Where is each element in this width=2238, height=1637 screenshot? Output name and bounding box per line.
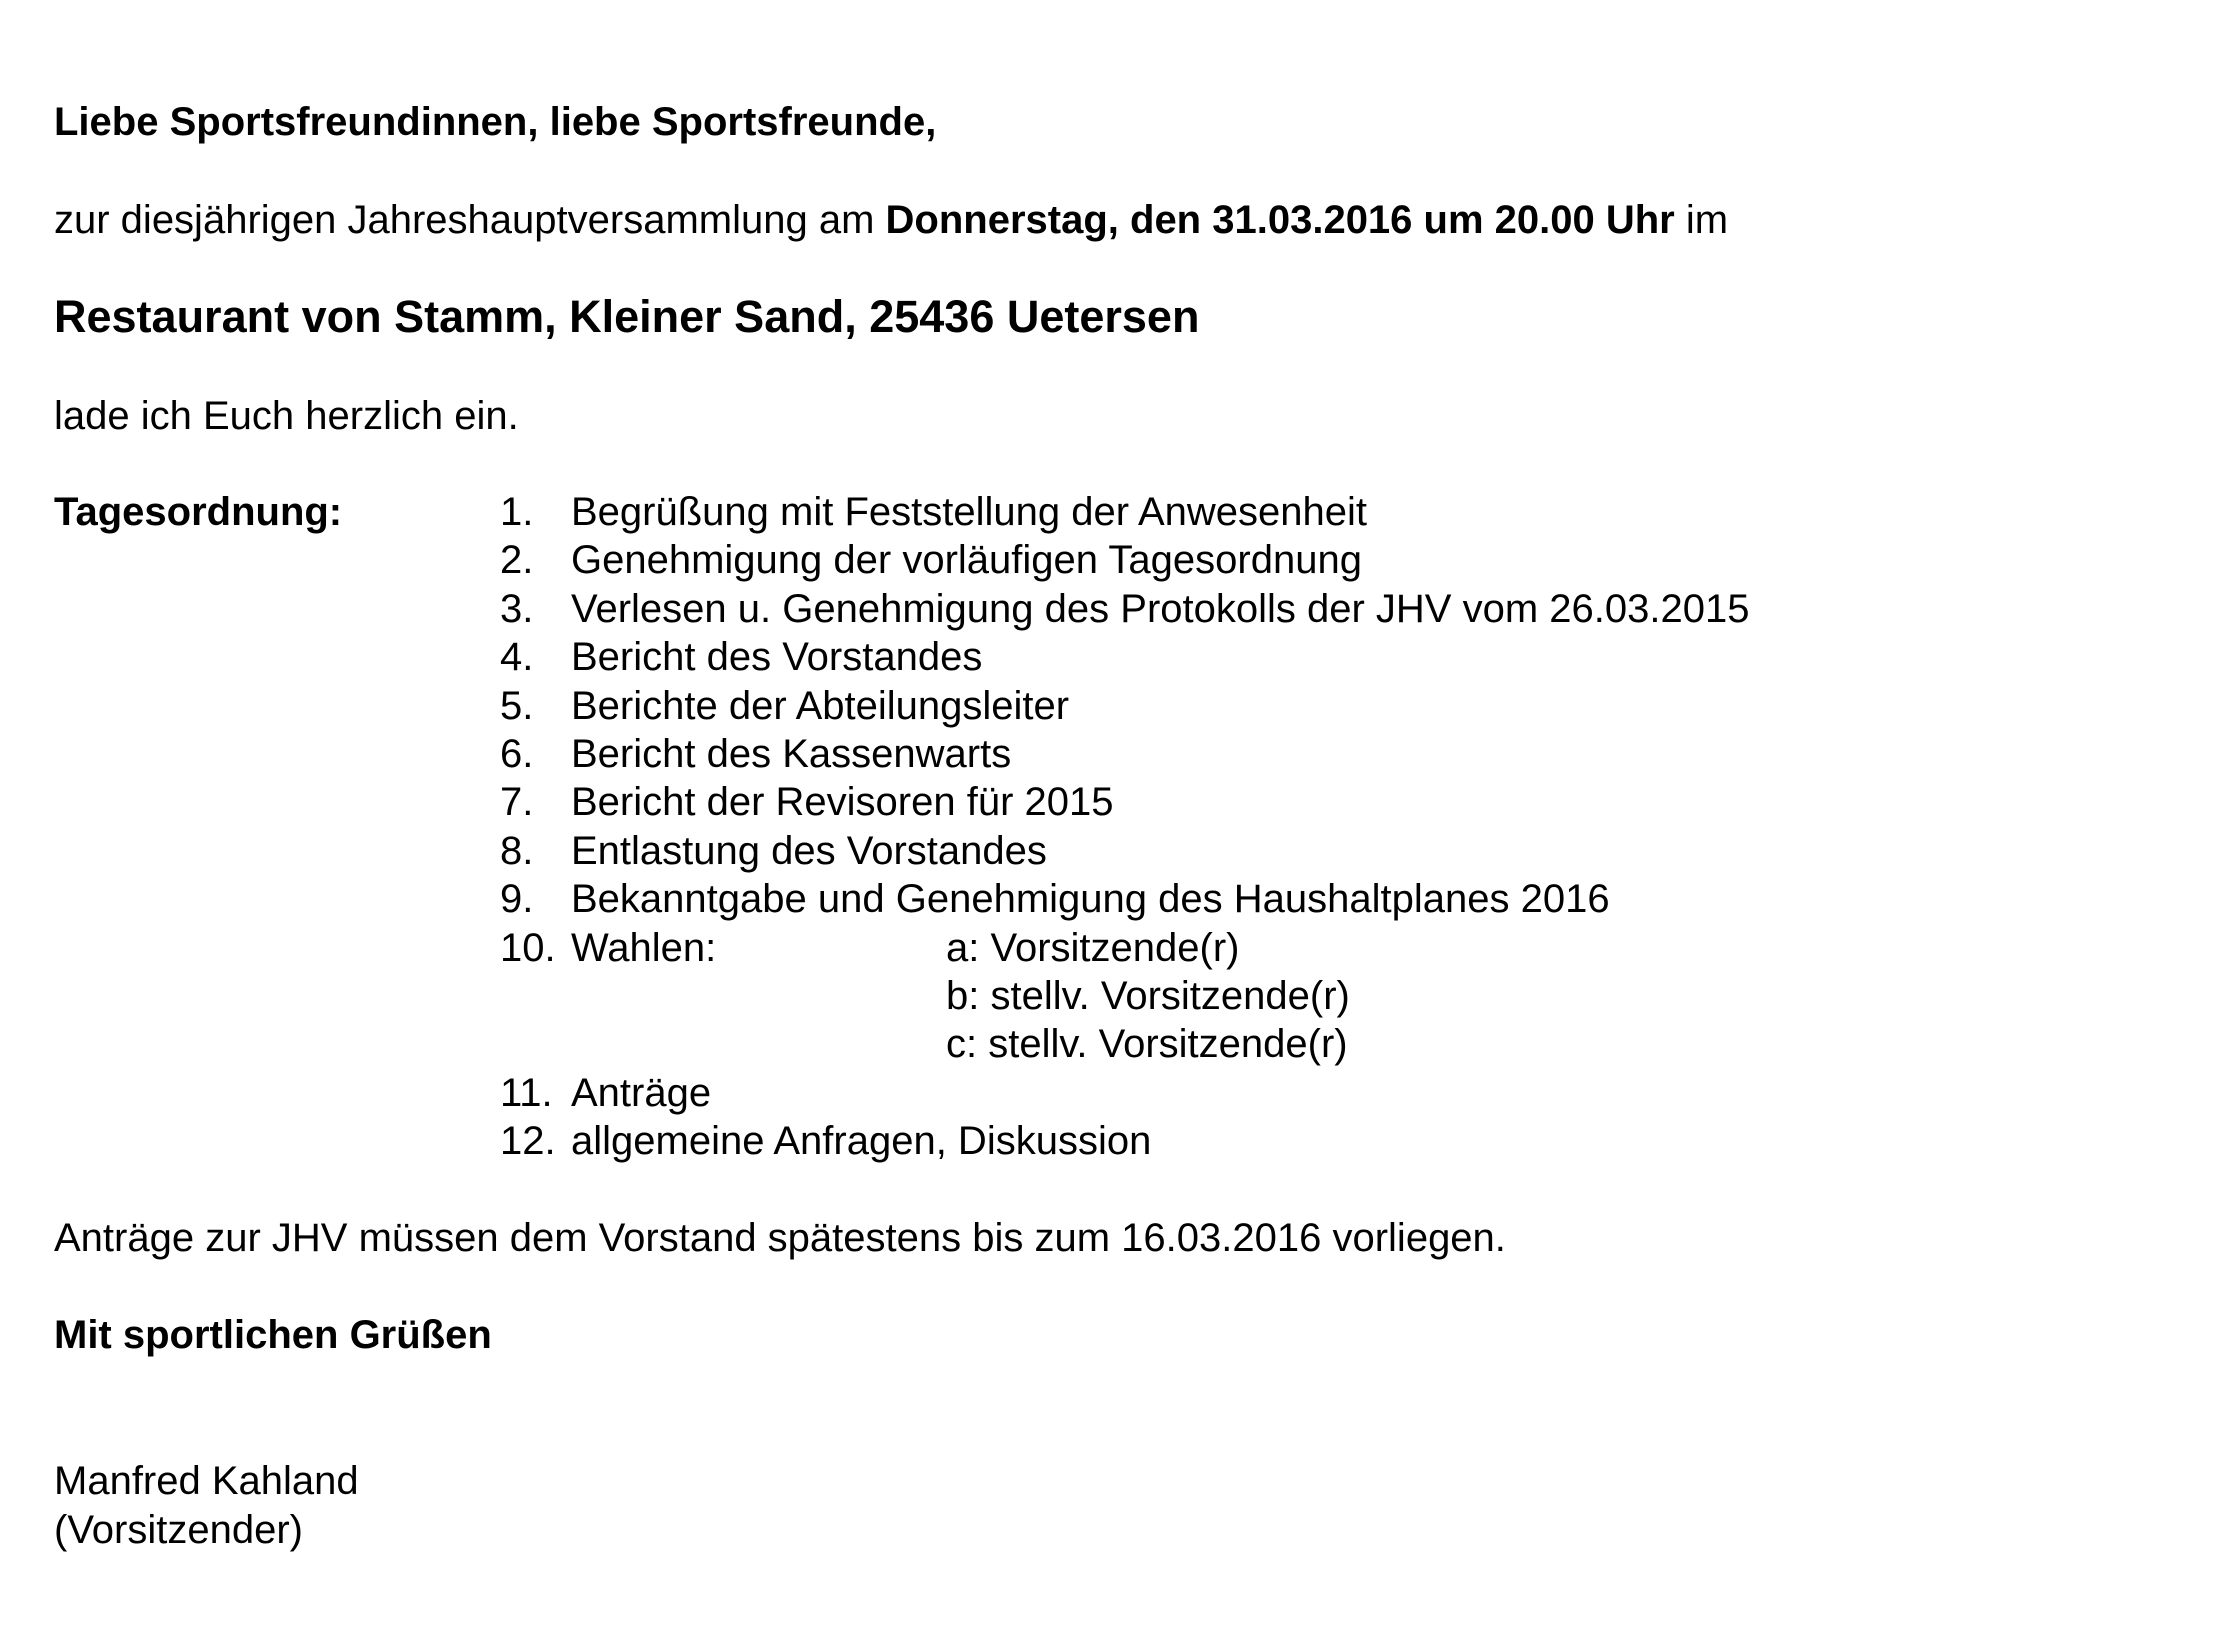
agenda-item-number: 3.: [500, 586, 534, 631]
agenda-item: [0, 875, 2238, 923]
venue: Restaurant von Stamm, Kleiner Sand, 25436 Uetersen: [54, 291, 1200, 342]
agenda-item-text: Bericht des Kassenwarts: [571, 731, 1012, 776]
agenda-item-text: allgemeine Anfragen, Diskussion: [571, 1119, 1152, 1164]
agenda-item: [0, 1117, 2238, 1165]
agenda-item: [0, 730, 2238, 778]
agenda-subitem-row: [0, 1020, 2238, 1068]
agenda-item-number: 1.: [500, 490, 534, 534]
agenda-item: [0, 1069, 2238, 1117]
agenda-item-text: Berichte der Abteilungsleiter: [571, 683, 1070, 728]
agenda-item-text: Verlesen u. Genehmigung des Protokolls der JHV vom 26.03.2015: [571, 586, 1750, 631]
election-subitem: c: stellv. Vorsitzende(r): [946, 1022, 1348, 1067]
agenda-item-text: Bericht des Vorstandes: [571, 635, 983, 680]
agenda-item-text: Anträge: [571, 1070, 712, 1115]
meeting-date: Donnerstag, den 31.03.2016 um 20.00 Uhr: [885, 198, 1675, 242]
agenda-item-number: 10.: [500, 925, 556, 970]
invitation-text-pre: zur diesjährigen Jahreshauptversammlung am: [54, 198, 886, 242]
deadline-note: Anträge zur JHV müssen dem Vorstand spätestens bis zum 16.03.2016 vorliegen.: [54, 1216, 1506, 1260]
invitation-close: lade ich Euch herzlich ein.: [54, 394, 519, 438]
agenda-item-text: Bekanntgabe und Genehmigung des Haushaltplanes 2016: [571, 877, 1610, 922]
election-subitem: a: Vorsitzende(r): [946, 925, 1240, 970]
agenda-item: [0, 682, 2238, 730]
agenda-item-text: Entlastung des Vorstandes: [571, 828, 1047, 873]
agenda-item-number: 2.: [500, 538, 534, 583]
agenda-item-number: 6.: [500, 731, 534, 776]
agenda-item-text: Bericht der Revisoren für 2015: [571, 780, 1114, 825]
agenda-item-number: 12.: [500, 1119, 556, 1164]
agenda-item: [0, 488, 2238, 536]
agenda-item-number: 8.: [500, 828, 534, 873]
agenda-subitem-row: [0, 972, 2238, 1020]
signer-role: (Vorsitzender): [54, 1508, 303, 1552]
agenda-item-text: Wahlen:: [571, 925, 717, 970]
agenda-list: [0, 488, 2238, 1165]
election-subitem: b: stellv. Vorsitzende(r): [946, 973, 1350, 1018]
greeting: Liebe Sportsfreundinnen, liebe Sportsfreunde,: [54, 100, 937, 144]
agenda-item: [0, 536, 2238, 584]
invitation-text-post: im: [1674, 198, 1729, 242]
agenda-item: [0, 585, 2238, 633]
agenda-label: Tagesordnung:: [54, 490, 343, 534]
agenda-item-number: 4.: [500, 635, 534, 680]
closing: Mit sportlichen Grüßen: [54, 1313, 492, 1357]
agenda-item-number: 9.: [500, 877, 534, 922]
agenda-item-text: Genehmigung der vorläufigen Tagesordnung: [571, 538, 1362, 583]
agenda-item-text: Begrüßung mit Feststellung der Anwesenheit: [571, 490, 1367, 534]
agenda-item-number: 7.: [500, 780, 534, 825]
signer-name: Manfred Kahland: [54, 1459, 359, 1503]
agenda-item: [0, 633, 2238, 681]
invitation-line: [54, 196, 1728, 244]
agenda-item-number: 5.: [500, 683, 534, 728]
agenda-item: [0, 827, 2238, 875]
agenda-item-number: 11.: [500, 1070, 553, 1115]
agenda-item: [0, 778, 2238, 826]
agenda-item-elections: [0, 924, 2238, 972]
